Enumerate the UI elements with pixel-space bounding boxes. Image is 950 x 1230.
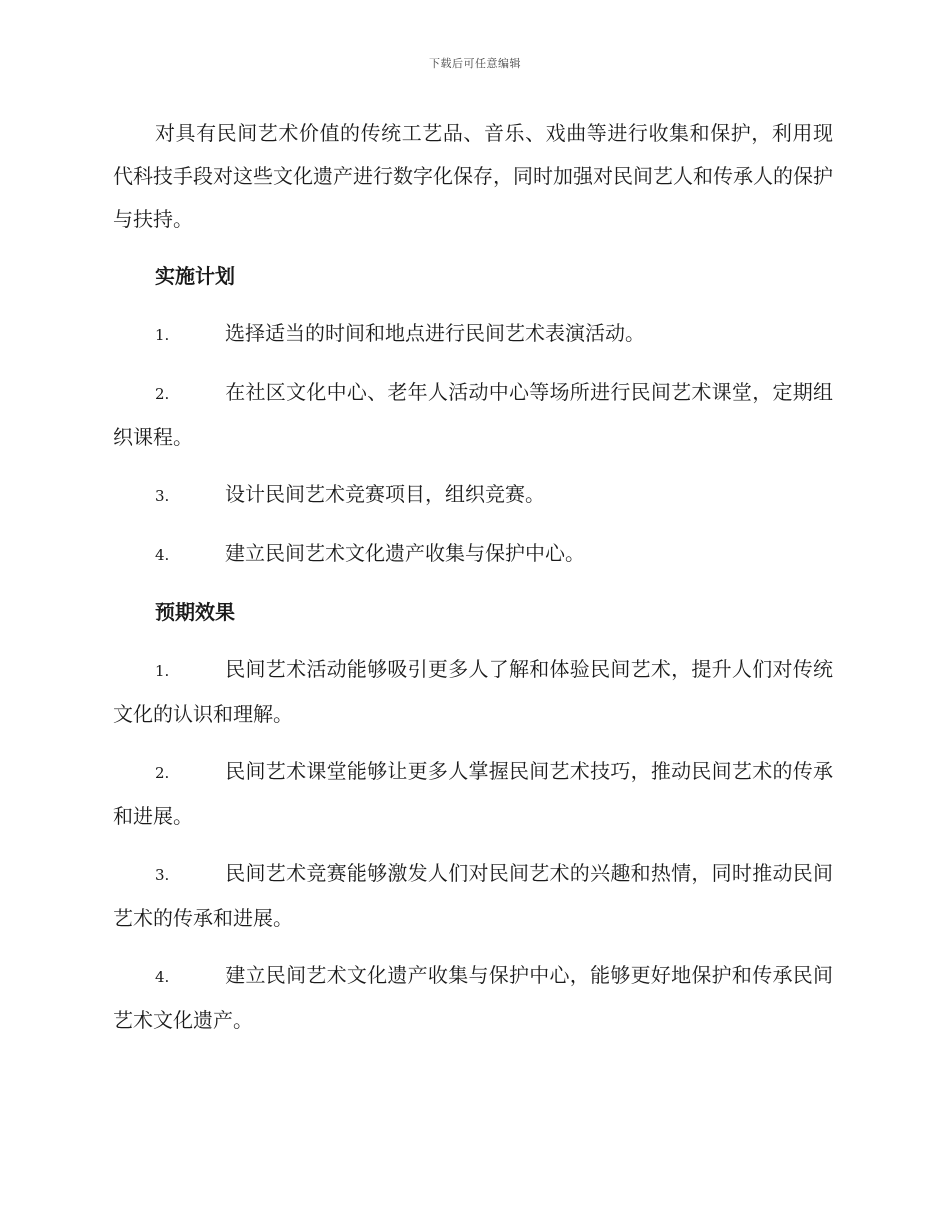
list-item-number: 2.: [155, 764, 170, 782]
list-item-text: 选择适当的时间和地点进行民间艺术表演活动。: [225, 321, 645, 345]
list-item: [113, 852, 833, 940]
list-item-text: 建立民间艺术文化遗产收集与保护中心，能够更好地保护和传承民间艺术文化遗产。: [113, 963, 833, 1032]
list-item-number: 1.: [155, 662, 170, 680]
list-item-text: 在社区文化中心、老年人活动中心等场所进行民间艺术课堂，定期组织课程。: [113, 380, 833, 449]
list-item-number: 2.: [155, 385, 170, 403]
list-item: [113, 312, 833, 357]
list-item: [113, 648, 833, 736]
list-item-number: 1.: [155, 326, 170, 344]
document-body: [113, 112, 833, 1056]
list-item-number: 3.: [155, 866, 170, 884]
list-item-number: 4.: [155, 546, 170, 564]
list-item: [113, 473, 833, 518]
list-item-number: 4.: [155, 968, 170, 986]
list-item: [113, 532, 833, 577]
list-item-text: 民间艺术课堂能够让更多人掌握民间艺术技巧，推动民间艺术的传承和进展。: [113, 759, 833, 828]
list-item-text: 建立民间艺术文化遗产收集与保护中心。: [225, 541, 585, 565]
section-heading-implementation-plan: 实施计划: [155, 264, 235, 288]
section-heading-expected-results: 预期效果: [155, 600, 235, 624]
page-header-note: 下载后可任意编辑: [429, 57, 521, 70]
list-item: [113, 371, 833, 459]
list-item-number: 3.: [155, 487, 170, 505]
list-item-text: 民间艺术活动能够吸引更多人了解和体验民间艺术，提升人们对传统文化的认识和理解。: [113, 657, 833, 726]
list-item: [113, 954, 833, 1042]
list-item-text: 设计民间艺术竞赛项目，组织竞赛。: [225, 482, 545, 506]
list-item-text: 民间艺术竞赛能够激发人们对民间艺术的兴趣和热情，同时推动民间艺术的传承和进展。: [113, 861, 833, 930]
list-item: [113, 750, 833, 838]
intro-paragraph: 对具有民间艺术价值的传统工艺品、音乐、戏曲等进行收集和保护，利用现代科技手段对这些文化遗产进行数字化保存，同时加强对民间艺人和传承人的保护与扶持。: [113, 121, 833, 231]
